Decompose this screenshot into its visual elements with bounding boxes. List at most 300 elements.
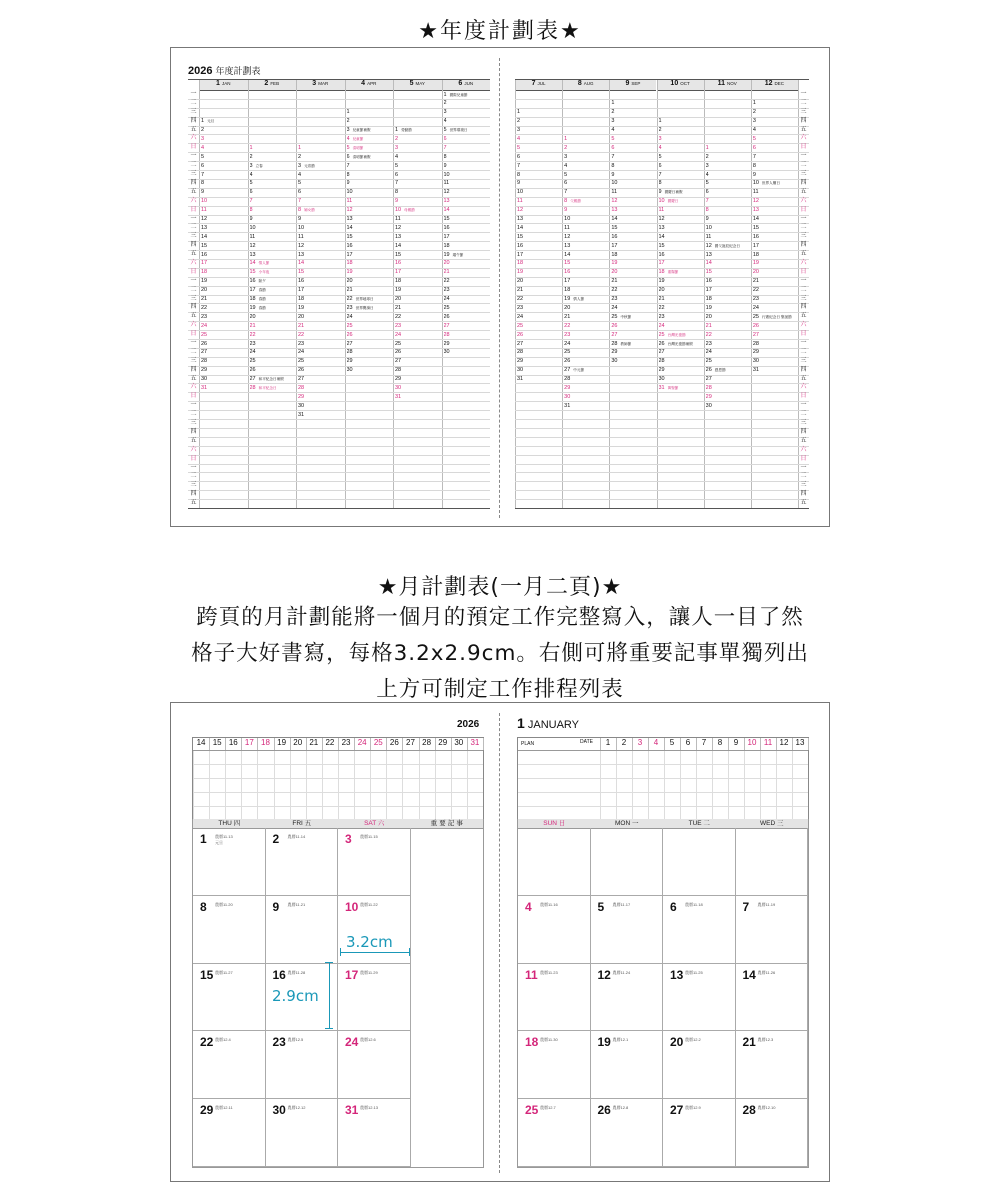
width-dimension-tick [340,948,341,956]
day-number: 27 [443,322,450,329]
day-number: 7 [742,899,750,914]
holiday-note: 教師節 [620,341,632,346]
day-cell [347,127,393,133]
schedule-row-line [518,792,808,793]
day-cell [517,189,561,195]
day-cell [201,163,247,169]
day-number: 6 [395,171,399,178]
day-number: 26 [705,367,712,374]
day-cell [298,394,344,400]
day-number: 17 [345,967,359,982]
weekday-label: 五 [190,125,197,133]
lunar-date: 農曆11.19 [757,901,776,907]
day-cell [611,172,655,178]
day-cell [347,349,393,355]
day-cell [444,136,490,142]
day-cell [298,367,344,373]
day-number: 29 [346,358,353,365]
day-cell [201,252,247,258]
schedule-day-header: 8 [712,738,729,750]
day-number: 11 [705,233,712,240]
day-cell [201,180,247,186]
day-number: 1 [346,109,350,116]
day-number: 19 [658,278,665,285]
day-cell [517,341,561,347]
day-number: 4 [752,127,756,134]
day-number: 9 [249,216,253,222]
day-number: 5 [564,171,568,178]
date-label: DATE [580,739,593,745]
day-cell [444,252,490,258]
schedule-column-line [274,750,275,820]
day-cell [659,216,703,222]
day-number: 15 [517,233,524,240]
day-number: 23 [517,304,524,311]
day-number: 30 [517,367,524,374]
day-number: 13 [752,207,759,214]
day-cell [517,252,561,258]
schedule-column-line [467,750,468,820]
weekday-label: 二 [800,472,807,480]
day-cell [706,296,750,302]
day-number: 7 [395,180,399,187]
schedule-row-line [518,750,808,751]
day-number: 11 [346,198,353,205]
weekday-label: 三 [190,170,197,178]
day-number: 29 [395,376,402,383]
month-header [657,80,704,91]
cell-width-measure: 3.2cm [346,933,393,951]
month-number: 1 [216,80,220,87]
day-number: 24 [658,322,665,329]
weekday-label: 五 [190,312,197,320]
holiday-note: 中秋節 [620,314,632,319]
day-number: 7 [443,144,447,151]
weekday-label: 二 [190,285,197,293]
lunar-date: 農曆12.9 [685,1105,701,1111]
weekday-label: 三 [800,356,807,364]
day-cell [753,100,797,106]
day-number: 20 [249,313,256,320]
day-cell [444,207,490,213]
day-cell [395,323,441,329]
schedule-day-header: 1 [600,738,617,750]
day-cell [517,207,561,213]
day-number: 5 [517,144,521,151]
schedule-column-line [209,750,210,820]
day-number: 26 [201,340,208,347]
weekday-label: 一 [190,339,197,347]
holiday-note: 兒童節 [352,136,364,141]
day-cell [564,136,608,142]
day-cell [250,376,296,382]
day-number: 7 [611,153,615,160]
day-number: 24 [249,349,256,356]
day-cell [753,269,797,275]
month-number: 7 [531,80,536,87]
day-number: 23 [298,340,305,347]
holiday-note: 國際兒童節 [449,92,468,97]
row-line [188,464,490,465]
day-number: 16 [298,278,305,285]
day-cell [250,349,296,355]
schedule-day-header: 4 [648,738,665,750]
day-number: 9 [705,216,709,222]
day-number: 4 [525,899,532,914]
weekday-label: 六 [800,258,807,266]
day-cell [611,323,655,329]
day-cell [298,349,344,355]
day-cell [201,145,247,151]
month-number: 8 [577,80,582,87]
schedule-column-line [760,750,761,820]
schedule-column-line [712,750,713,820]
day-number: 17 [443,233,450,240]
schedule-day-header: 27 [402,738,419,750]
day-number: 20 [201,287,208,294]
day-number: 18 [298,296,305,303]
day-number: 12 [443,189,450,196]
day-cell [201,269,247,275]
day-number: 3 [395,144,399,151]
month-abbr: SEP [631,81,641,86]
day-cell [564,314,608,320]
day-number: 4 [395,153,399,160]
schedule-row-line [518,778,808,779]
schedule-day-header: 23 [338,738,355,750]
weekday-label: 二 [190,223,197,231]
day-number: 4 [443,118,447,125]
day-cell [706,172,750,178]
month-header [442,80,491,91]
day-number: 4 [249,171,253,178]
day-cell [663,828,736,896]
day-number: 24 [705,349,712,356]
day-cell [611,145,655,151]
weekday-label: 五 [190,187,197,195]
day-cell [444,100,490,106]
day-cell [659,376,703,382]
day-cell [298,216,344,222]
schedule-day-header: 30 [451,738,468,750]
day-cell [298,403,344,409]
day-number: 29 [200,1103,214,1118]
day-number: 4 [517,135,521,142]
day-number: 15 [611,224,618,231]
day-cell [564,260,608,266]
day-cell [564,349,608,355]
day-number: 28 [201,358,208,365]
day-cell [444,332,490,338]
day-cell [444,305,490,311]
day-number: 19 [611,260,618,267]
day-number: 15 [658,242,665,249]
schedule-column-line [354,750,355,820]
day-cell [564,367,608,373]
yearly-title [188,64,261,77]
day-cell [753,216,797,222]
holiday-note: 中元節 [573,368,585,373]
cell-height-measure: 2.9cm [272,987,319,1005]
schedule-row-line [193,778,483,779]
holiday-note: 父親節 [570,199,581,204]
day-cell [250,341,296,347]
weekday-label: 一 [190,152,197,160]
day-number: 24 [345,1035,359,1050]
day-cell [611,260,655,266]
day-number: 27 [201,349,208,356]
month-header [199,80,248,91]
day-cell [347,243,393,249]
day-cell [250,207,296,213]
day-cell [753,172,797,178]
weekday-label: 日 [190,143,197,151]
day-cell [517,163,561,169]
day-cell [517,358,561,364]
day-cell [564,403,608,409]
day-cell [706,394,750,400]
day-cell [347,172,393,178]
day-number: 13 [346,216,353,222]
day-number: 4 [298,171,302,178]
row-line [188,490,490,491]
day-cell [517,332,561,338]
day-cell [611,287,655,293]
height-dimension-line [329,962,330,1028]
day-cell [517,145,561,151]
holiday-note: 台灣光復節 [667,332,686,337]
day-cell [250,305,296,311]
day-cell [347,207,393,213]
day-number: 2 [395,135,399,142]
day-number: 17 [249,287,256,294]
lunar-date: 農曆11.15 [360,834,378,839]
day-cell [611,136,655,142]
day-cell [395,349,441,355]
day-cell [517,323,561,329]
lunar-date: 農曆11.22 [360,901,378,907]
day-number: 8 [201,180,205,187]
day-cell [591,896,664,964]
day-cell [201,225,247,231]
day-cell [611,234,655,240]
day-number: 8 [564,198,568,205]
day-number: 12 [517,207,524,214]
holiday-note: 台灣光復節補假 [667,341,693,346]
schedule-column-line [290,750,291,820]
weekday-label: 三 [190,481,197,489]
schedule-column-line [451,750,452,820]
weekday-header: SUN 日 [543,820,566,827]
day-cell [395,127,441,133]
month-abbr: MAY [415,81,425,86]
row-line [515,392,809,393]
day-number: 17 [346,251,353,258]
day-number: 22 [249,331,256,338]
day-cell [611,163,655,169]
day-cell [706,145,750,151]
day-cell [659,234,703,240]
day-number: 10 [395,207,402,214]
day-number: 28 [742,1103,756,1118]
monthly-planner-header: ★月計劃表(一月二頁)★ [377,575,623,600]
month-abbr: DEC [774,81,785,86]
weekday-label: 三 [190,419,197,427]
day-cell [736,896,809,964]
monthly-planner-spread [170,702,830,1182]
holiday-note: 勞動節 [401,128,412,133]
day-number: 13 [658,224,665,231]
day-number: 30 [201,376,208,383]
day-cell [395,314,441,320]
day-cell [347,225,393,231]
day-cell [564,154,608,160]
weekday-label: 四 [800,116,807,124]
day-number: 30 [346,367,353,374]
day-cell [659,323,703,329]
day-number: 8 [443,153,447,160]
day-number: 11 [517,198,523,205]
holiday-note: 和平紀念日 [258,385,277,390]
day-number: 2 [658,127,662,134]
day-cell [250,243,296,249]
day-cell [564,163,608,169]
day-cell [564,243,608,249]
day-cell [659,198,703,204]
day-cell [444,154,490,160]
day-number: 7 [752,153,756,160]
weekday-label: 一 [190,463,197,471]
holiday-note: 小年夜 [258,270,270,275]
day-number: 6 [752,144,756,151]
day-number: 18 [443,242,450,249]
day-number: 13 [443,198,450,205]
day-number: 12 [611,198,618,205]
weekday-label: 日 [800,143,807,151]
day-number: 16 [611,233,618,240]
day-cell [347,154,393,160]
day-cell [518,896,591,964]
schedule-column-line [241,750,242,820]
holiday-note: 元旦 [207,119,215,124]
day-number: 13 [201,224,208,231]
lunar-date: 農曆11.30 [540,1037,558,1043]
day-number: 23 [395,322,402,329]
day-number: 21 [395,304,402,311]
day-number: 14 [346,224,353,231]
day-number: 13 [564,242,571,249]
height-dimension-tick [325,962,333,963]
day-cell [753,198,797,204]
day-cell [444,323,490,329]
day-cell [517,109,561,115]
day-cell [338,896,411,964]
weekday-label: 一 [800,339,807,347]
day-number: 16 [658,251,665,258]
row-line [515,464,809,465]
schedule-day-header: 16 [225,738,242,750]
day-number: 26 [611,322,618,329]
day-number: 7 [705,198,709,205]
holiday-note: 元宵節 [304,163,315,168]
day-cell [201,349,247,355]
day-number: 23 [249,340,256,347]
weekday-label: 五 [800,125,807,133]
plan-date-divider [518,738,601,750]
day-number: 25 [705,358,712,365]
day-number: 27 [346,340,353,347]
schedule-row-line [518,764,808,765]
schedule-column-line [306,750,307,820]
day-cell [706,385,750,391]
day-cell [706,225,750,231]
lunar-date: 農曆12.8 [612,1105,629,1111]
day-number: 25 [611,313,618,320]
schedule-column-line [338,750,339,820]
lunar-date: 農曆12.10 [757,1105,776,1111]
day-number: 11 [611,189,618,196]
day-number: 14 [395,242,402,249]
row-line [188,472,490,473]
weekday-label: 六 [190,196,197,204]
day-number: 25 [525,1103,539,1118]
day-cell [753,296,797,302]
day-cell [659,278,703,284]
day-cell [444,341,490,347]
day-number: 8 [658,180,662,187]
day-number: 29 [705,393,712,400]
lunar-date: 農曆11.16 [540,901,558,907]
schedule-column-line [386,750,387,820]
day-number: 12 [658,216,665,222]
day-cell [564,234,608,240]
day-cell [298,341,344,347]
day-cell [266,896,339,964]
day-number: 8 [395,189,399,196]
day-number: 31 [658,384,665,391]
day-cell [591,964,664,1032]
day-number: 10 [517,189,524,196]
day-number: 10 [658,198,665,205]
day-cell [753,252,797,258]
row-line [515,490,809,491]
day-cell [564,180,608,186]
day-number: 22 [658,304,665,311]
day-cell [250,260,296,266]
month-header [515,80,562,91]
day-number: 15 [346,233,353,240]
day-cell [201,305,247,311]
day-number: 18 [395,278,402,285]
schedule-column-line [435,750,436,820]
weekday-label: 四 [800,241,807,249]
day-number: 29 [752,349,759,356]
schedule-column-line [632,750,633,820]
schedule-day-header: 2 [616,738,633,750]
day-number: 7 [658,171,662,178]
weekday-label: 三 [800,107,807,115]
day-cell [753,109,797,115]
weekday-label: 一 [800,152,807,160]
day-cell [611,278,655,284]
day-cell [659,207,703,213]
day-number: 2 [272,832,280,846]
day-number: 20 [658,287,665,294]
day-cell [611,225,655,231]
weekday-label: 日 [800,330,807,338]
day-cell [250,216,296,222]
day-number: 22 [611,287,618,294]
